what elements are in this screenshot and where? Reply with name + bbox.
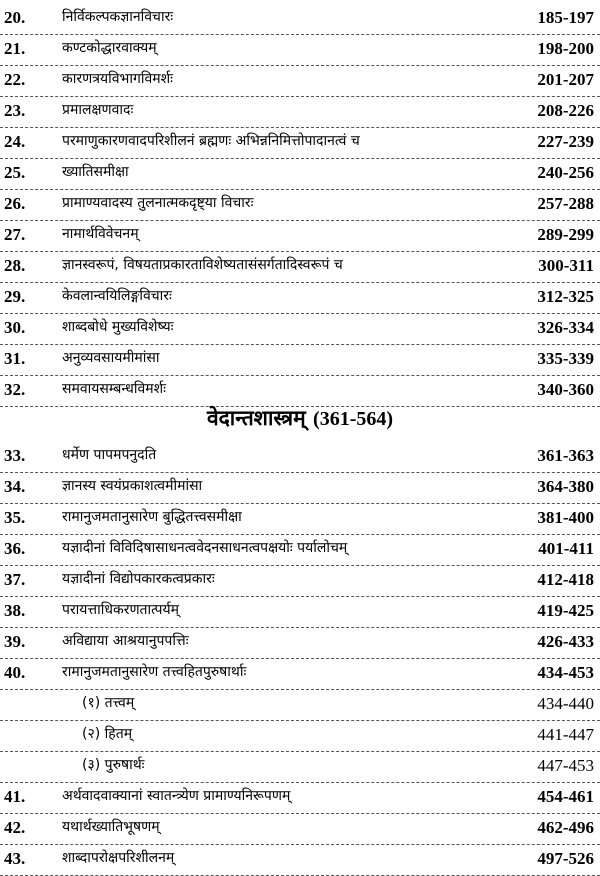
toc-entry: [0, 126, 600, 159]
entry-title: प्रमालक्षणवादः: [62, 102, 134, 118]
toc-entry: [0, 312, 600, 345]
entry-number: 33.: [4, 446, 26, 465]
entry-title: यज्ञादीनां विविदिषासाधनत्ववेदनसाधनत्वपक्षयोः पर्यालोचम्: [62, 540, 348, 556]
toc-entry: [0, 843, 600, 876]
toc-entry: [0, 188, 600, 221]
toc-sub-entry: [0, 719, 600, 752]
entry-title: शाब्दबोधे मुख्यविशेष्यः: [62, 319, 174, 335]
entry-title: रामानुजमतानुसारेण तत्त्वहितपुरुषार्थाः: [62, 664, 247, 680]
entry-title: प्रामाण्यवादस्य तुलनात्मकदृष्ट्या विचारः: [62, 195, 254, 211]
entry-number: 29.: [4, 287, 26, 306]
toc-entry: [0, 64, 600, 97]
entry-page-range: 447-453: [537, 756, 594, 775]
entry-page-range: 240-256: [537, 163, 594, 182]
entry-title: परायत्ताधिकरणतात्पर्यम्: [62, 602, 179, 618]
entry-page-range: 201-207: [537, 70, 594, 89]
entry-title: रामानुजमतानुसारेण बुद्धितत्त्वसमीक्षा: [62, 509, 242, 525]
entry-page-range: 434-440: [537, 694, 594, 713]
entry-page-range: 185-197: [537, 8, 594, 27]
entry-title: ज्ञानस्य स्वयंप्रकाशत्वमीमांसा: [62, 478, 203, 494]
toc-entry: [0, 502, 600, 535]
toc-entry: [0, 626, 600, 659]
entry-number: 21.: [4, 39, 26, 58]
entry-page-range: 335-339: [537, 349, 594, 368]
entry-title: धर्मेण पापमपनुदति: [62, 447, 157, 463]
entry-number: 41.: [4, 787, 26, 806]
entry-title: (१) तत्त्वम्: [82, 695, 135, 711]
toc-entry: [0, 95, 600, 128]
entry-title: कारणत्रयविभागविमर्शः: [62, 71, 173, 87]
toc-entry: [0, 440, 600, 473]
entry-number: 22.: [4, 70, 26, 89]
entry-page-range: 419-425: [537, 601, 594, 620]
entry-number: 38.: [4, 601, 26, 620]
toc-sub-entry: [0, 688, 600, 721]
toc-entry: [0, 471, 600, 504]
entry-page-range: 381-400: [537, 508, 594, 527]
entry-number: 30.: [4, 318, 26, 337]
entry-number: 36.: [4, 539, 26, 558]
entry-page-range: 364-380: [537, 477, 594, 496]
entry-page-range: 289-299: [537, 225, 594, 244]
toc-entry: [0, 33, 600, 66]
entry-number: 25.: [4, 163, 26, 182]
entry-page-range: 208-226: [537, 101, 594, 120]
toc-entry: [0, 219, 600, 252]
entry-title: ख्यातिसमीक्षा: [62, 164, 129, 180]
entry-number: 24.: [4, 132, 26, 151]
entry-page-range: 326-334: [537, 318, 594, 337]
entry-number: 28.: [4, 256, 26, 275]
entry-number: 34.: [4, 477, 26, 496]
entry-title: केवलान्वयिलिङ्गविचारः: [62, 288, 172, 304]
entry-number: 31.: [4, 349, 26, 368]
entry-title: कण्टकोद्धारवाक्यम्: [62, 40, 157, 56]
section-heading-range: (361-564): [313, 408, 394, 430]
toc-entry: [0, 564, 600, 597]
entry-title: (३) पुरुषार्थः: [82, 757, 145, 773]
entry-page-range: 361-363: [537, 446, 594, 465]
entry-number: 27.: [4, 225, 26, 244]
entry-title: अविद्याया आश्रयानुपपत्तिः: [62, 633, 189, 649]
entry-number: 37.: [4, 570, 26, 589]
entry-number: 23.: [4, 101, 26, 120]
entry-title: निर्विकल्पकज्ञानविचारः: [62, 9, 174, 25]
toc-entry: [0, 657, 600, 690]
entry-title: ज्ञानस्वरूपं, विषयताप्रकारताविशेष्यतासंसर्गतादिस्वरूपं च: [62, 257, 343, 273]
entry-page-range: 312-325: [537, 287, 594, 306]
entry-title: नामार्थविवेचनम्: [62, 226, 139, 242]
entry-page-range: 227-239: [537, 132, 594, 151]
entry-title: यथार्थख्यातिभूषणम्: [62, 819, 160, 835]
entry-number: 42.: [4, 818, 26, 837]
entry-title: समवायसम्बन्धविमर्शः: [62, 381, 166, 397]
toc-entry: [0, 157, 600, 190]
toc-entry: [0, 595, 600, 628]
entry-page-range: 198-200: [537, 39, 594, 58]
entry-title: (२) हितम्: [82, 726, 133, 742]
entry-page-range: 412-418: [537, 570, 594, 589]
entry-number: 40.: [4, 663, 26, 682]
toc-entry: [0, 2, 600, 35]
entry-page-range: 441-447: [537, 725, 594, 744]
entry-page-range: 257-288: [537, 194, 594, 213]
entry-page-range: 462-496: [537, 818, 594, 837]
entry-page-range: 426-433: [537, 632, 594, 651]
entry-page-range: 497-526: [537, 849, 594, 868]
entry-number: 39.: [4, 632, 26, 651]
entry-number: 26.: [4, 194, 26, 213]
entry-page-range: 454-461: [537, 787, 594, 806]
entry-title: यज्ञादीनां विद्योपकारकत्वप्रकारः: [62, 571, 215, 587]
entry-number: 35.: [4, 508, 26, 527]
toc-entry: [0, 374, 600, 407]
entry-title: अनुव्यवसायमीमांसा: [62, 350, 160, 366]
section-heading-title: वेदान्तशास्त्रम्: [206, 406, 306, 430]
entry-number: 32.: [4, 380, 26, 399]
entry-page-range: 340-360: [537, 380, 594, 399]
entry-title: परमाणुकारणवादपरिशीलनं ब्रह्मणः अभिन्ननिमित्तोपादानत्वं च: [62, 133, 360, 149]
toc-entry: [0, 343, 600, 376]
toc-entry: [0, 281, 600, 314]
entry-page-range: 300-311: [538, 256, 594, 275]
toc-entry: [0, 781, 600, 814]
toc-sub-entry: [0, 750, 600, 783]
section-heading: [0, 404, 600, 436]
entry-page-range: 401-411: [538, 539, 594, 558]
toc-entry: [0, 812, 600, 845]
entry-title: शाब्दापरोक्षपरिशीलनम्: [62, 850, 175, 866]
entry-number: 43.: [4, 849, 26, 868]
toc-entry: [0, 533, 600, 566]
entry-page-range: 434-453: [537, 663, 594, 682]
toc-entry: [0, 250, 600, 283]
entry-number: 20.: [4, 8, 26, 27]
entry-title: अर्थवादवाक्यानां स्वातन्त्र्येण प्रामाण्यनिरूपणम्: [62, 788, 291, 804]
